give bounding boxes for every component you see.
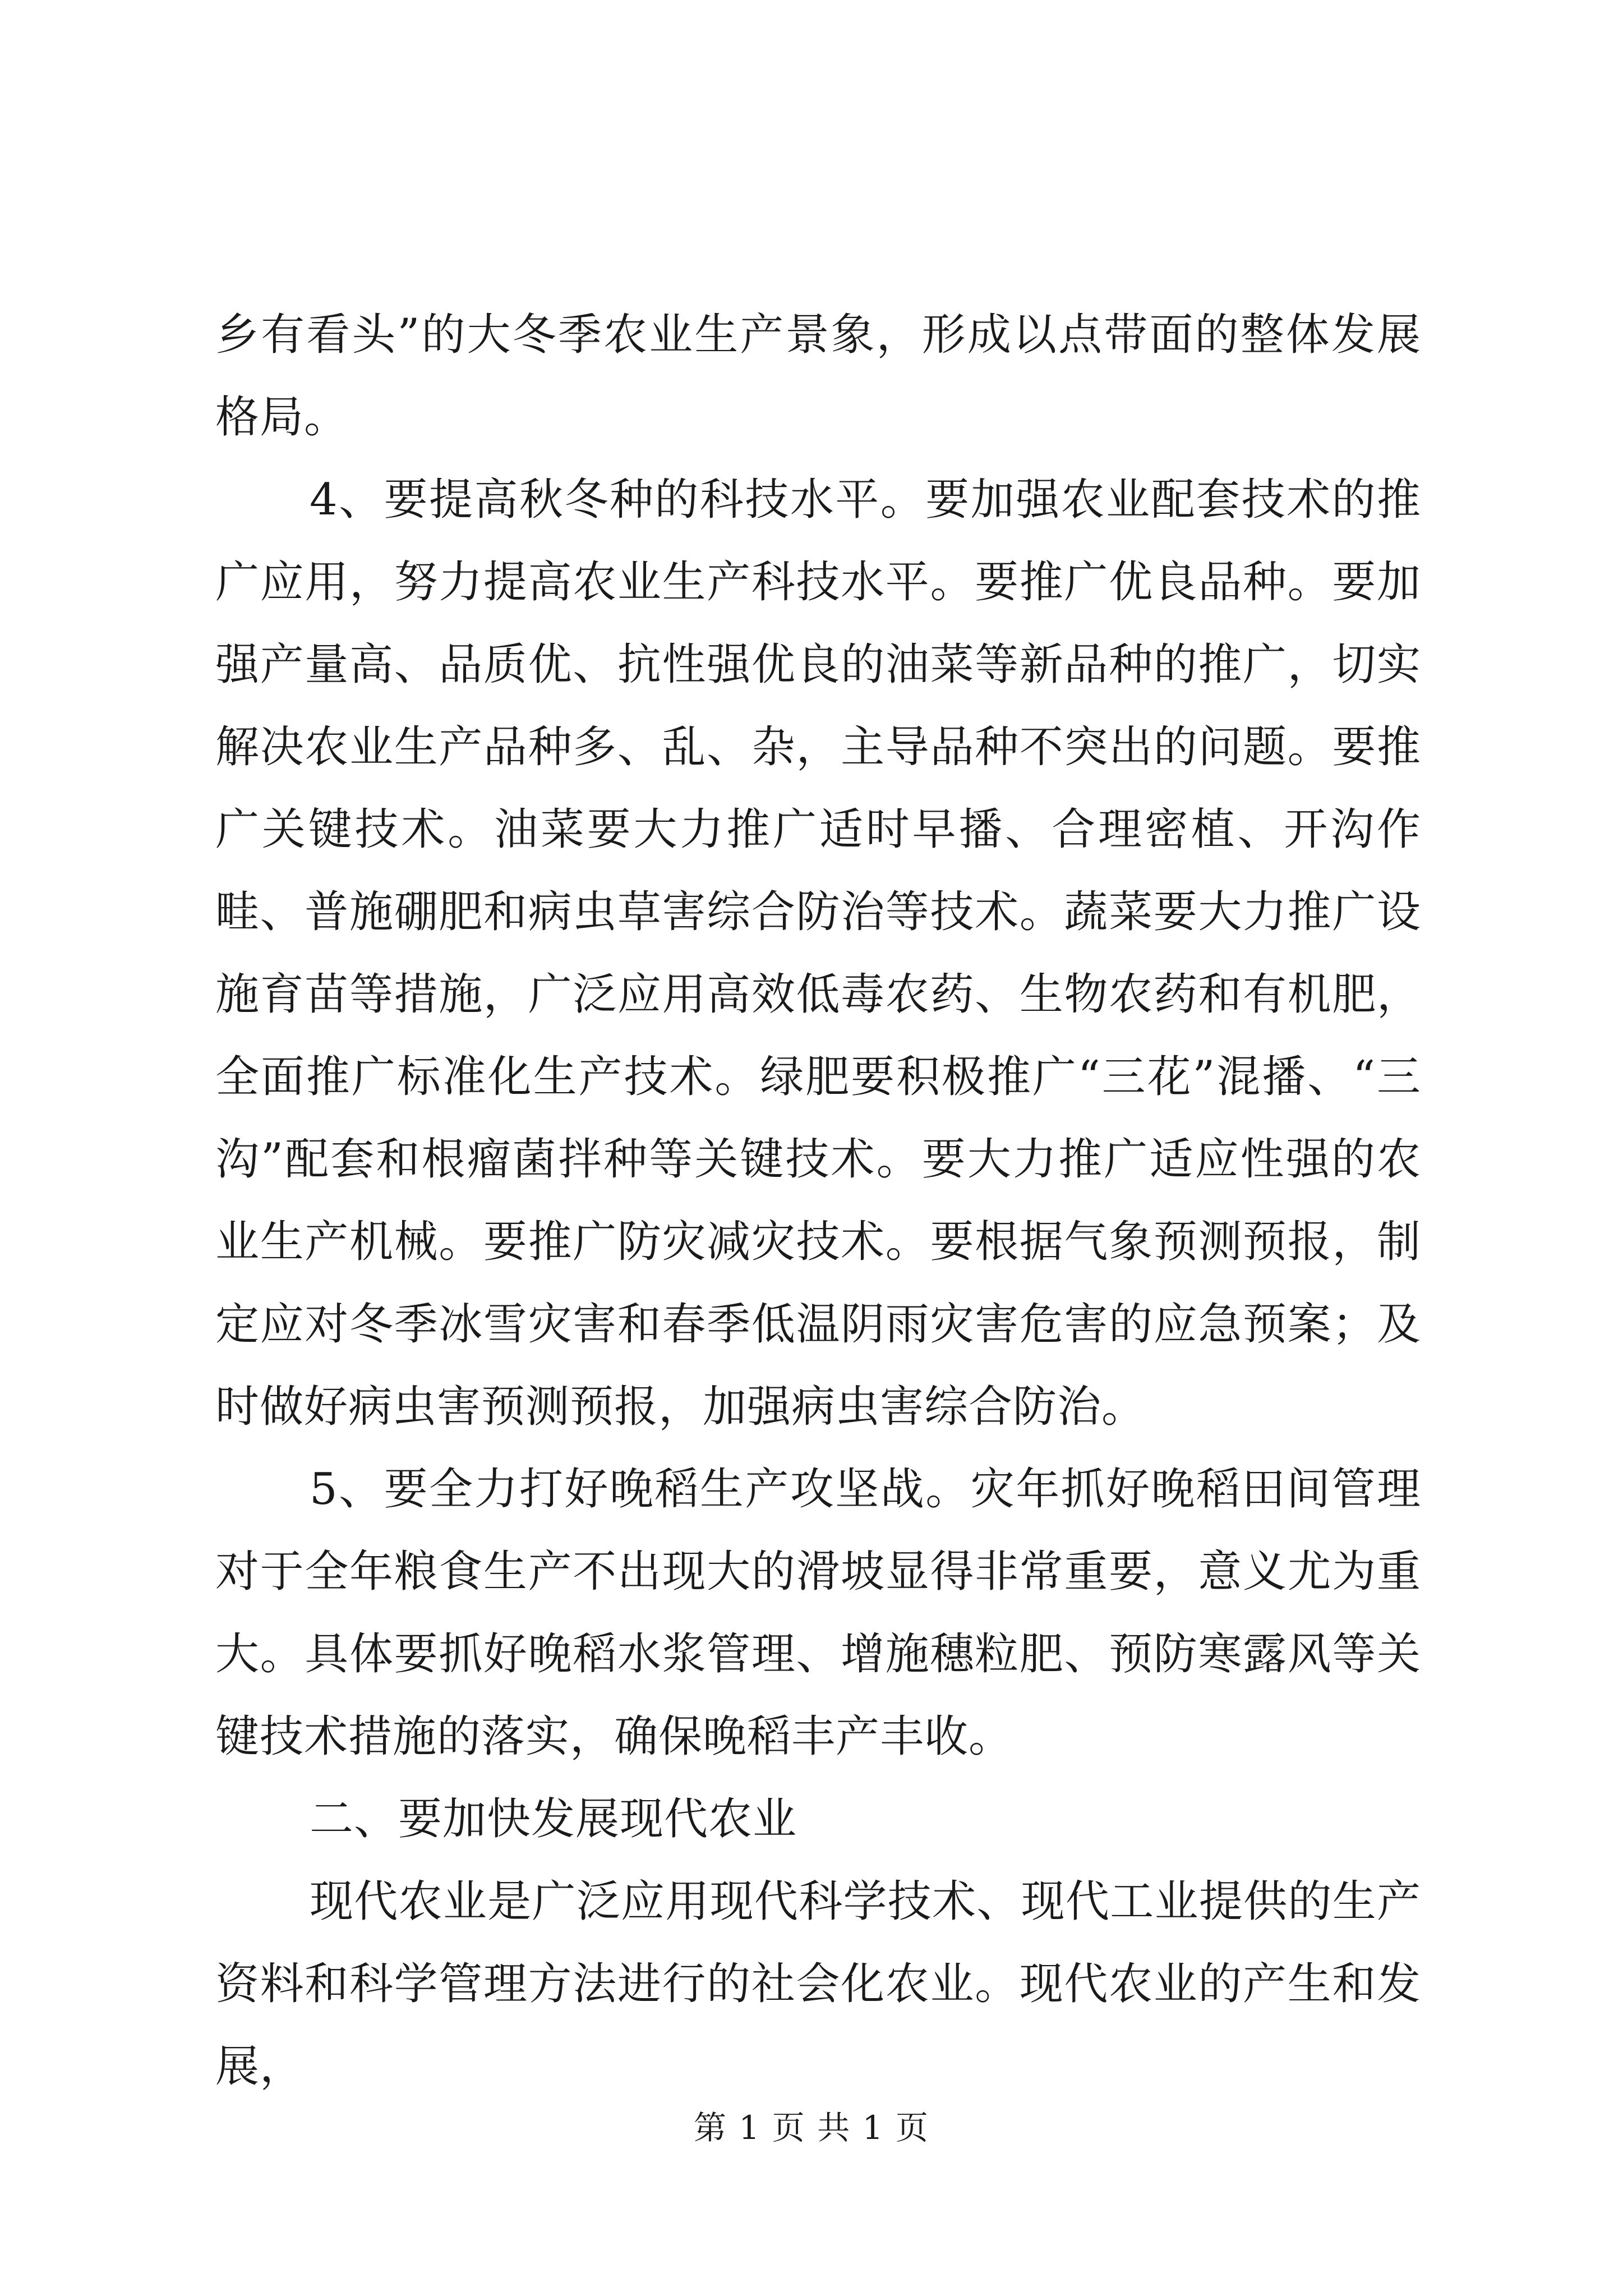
document-body	[215, 294, 1421, 2108]
page-footer	[0, 2108, 1623, 2147]
page-number-label: 第 1 页 共 1 页	[694, 2109, 929, 2147]
paragraph-modern-agriculture: 现代农业是广泛应用现代科学技术、现代工业提供的生产资料和科学管理方法进行的社会化农业。现代农业的产生和发展，	[215, 1876, 1421, 2092]
section-heading-2: 二、要加快发展现代农业	[310, 1794, 797, 1844]
paragraph-item-5: 5、要全力打好晚稻生产攻坚战。灾年抓好晚稻田间管理对于全年粮食生产不出现大的滑坡显得非常重要，意义尤为重大。具体要抓好晚稻水浆管理、增施穗粒肥、预防寒露风等关键技术措施的落实，确保晚稻丰产丰收。	[215, 1464, 1421, 1762]
paragraph-item-4: 4、要提高秋冬种的科技水平。要加强农业配套技术的推广应用，努力提高农业生产科技水平。要推广优良品种。要加强产量高、品质优、抗性强优良的油菜等新品种的推广，切实解决农业生产品种多、乱、杂，主导品种不突出的问题。要推广关键技术。油菜要大力推广适时早播、合理密植、开沟作畦、普施硼肥和病虫草害综合防治等技术。蔬菜要大力推广设施育苗等措施，广泛应用高效低毒农药、生物农药和有机肥，全面推广标准化生产技术。绿肥要积极推广“三花”混播、“三沟”配套和根瘤菌拌种等关键技术。要大力推广适应性强的农业生产机械。要推广防灾减灾技术。要根据气象预测预报，制定应对冬季冰雪灾害和春季低温阴雨灾害危害的应急预案；及时做好病虫害预测预报，加强病虫害综合防治。	[215, 475, 1421, 1432]
paragraph-continuation: 乡有看头”的大冬季农业生产景象，形成以点带面的整体发展格局。	[215, 310, 1421, 443]
